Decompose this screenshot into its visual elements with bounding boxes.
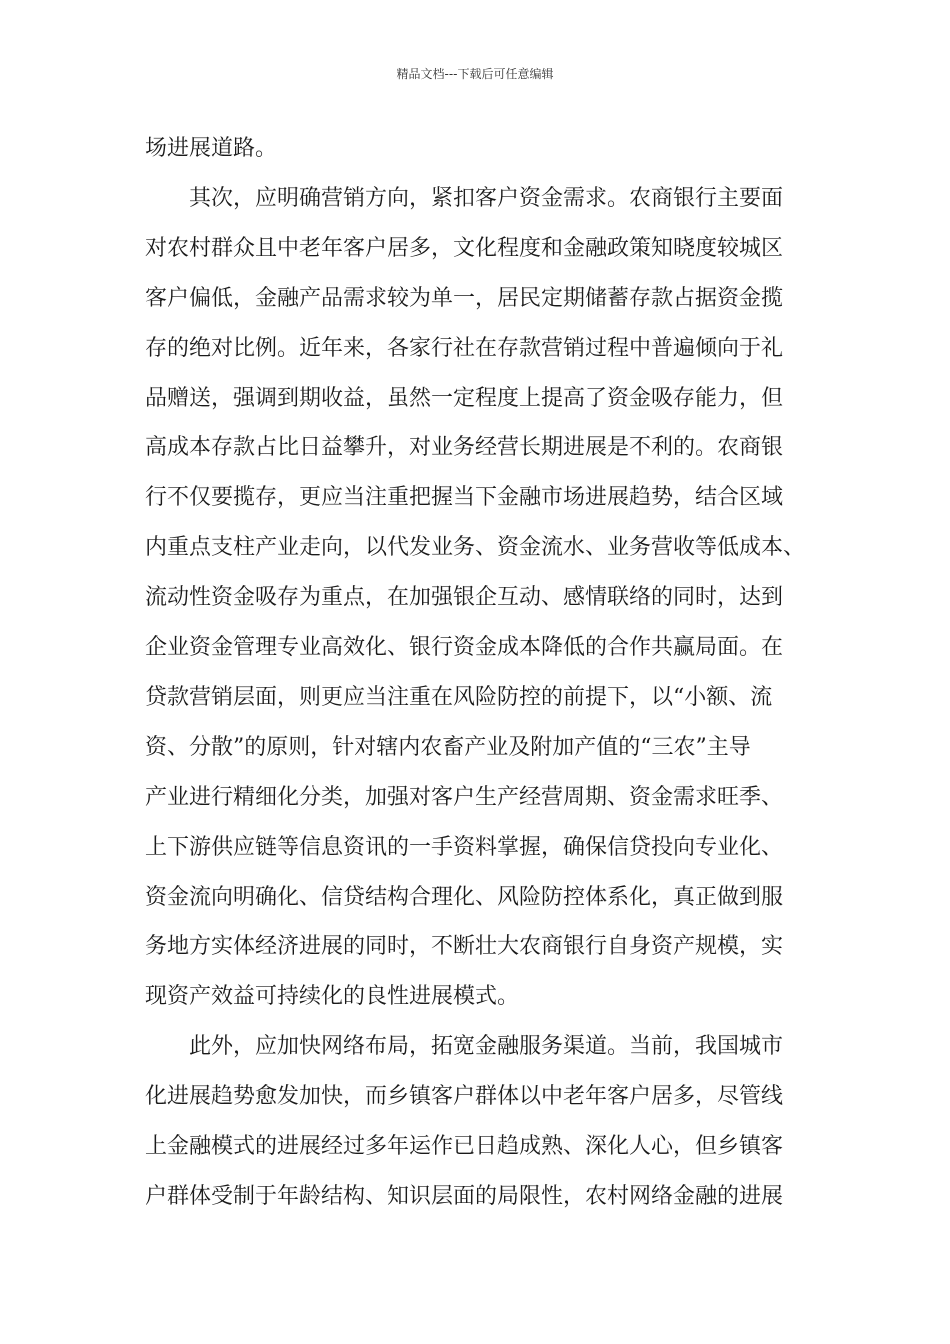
text-line: 高成本存款占比日益攀升，对业务经营长期进展是不利的。农商银 [145, 435, 784, 460]
page-header: 精品文档---下载后可任意编辑 [396, 67, 554, 81]
text-line: 上金融模式的进展经过多年运作已日趋成熟、深化人心，但乡镇客 [145, 1134, 784, 1159]
text-line: 存的绝对比例。近年来，各家行社在存款营销过程中普遍倾向于礼 [145, 336, 784, 361]
text-line: 化进展趋势愈发加快，而乡镇客户群体以中老年客户居多，尽管线 [145, 1084, 784, 1109]
text-line: 现资产效益可持续化的良性进展模式。 [145, 984, 520, 1009]
text-line: 其次，应明确营销方向，紧扣客户资金需求。农商银行主要面 [145, 186, 784, 211]
text-line: 上下游供应链等信息资讯的一手资料掌握，确保信贷投向专业化、 [145, 835, 784, 860]
text-line: 此外，应加快网络布局，拓宽金融服务渠道。当前，我国城市 [145, 1034, 784, 1059]
text-line: 户群体受制于年龄结构、知识层面的局限性，农村网络金融的进展 [145, 1184, 784, 1209]
text-line: 对农村群众且中老年客户居多，文化程度和金融政策知晓度较城区 [145, 236, 784, 261]
text-line: 贷款营销层面，则更应当注重在风险防控的前提下，以“小额、流 [145, 685, 773, 710]
text-line: 流动性资金吸存为重点，在加强银企互动、感情联络的同时，达到 [145, 585, 784, 610]
text-line: 资金流向明确化、信贷结构合理化、风险防控体系化，真正做到服 [145, 885, 784, 910]
text-line: 务地方实体经济进展的同时，不断壮大农商银行自身资产规模，实 [145, 934, 784, 959]
text-line: 行不仅要揽存，更应当注重把握当下金融市场进展趋势，结合区域 [145, 485, 784, 510]
text-line: 内重点支柱产业走向，以代发业务、资金流水、业务营收等低成本、 [145, 535, 806, 560]
text-line: 产业进行精细化分类，加强对客户生产经营周期、资金需求旺季、 [145, 785, 784, 810]
text-line: 企业资金管理专业高效化、银行资金成本降低的合作共赢局面。在 [145, 635, 784, 660]
text-line: 场进展道路。 [145, 136, 278, 161]
text-line: 品赠送，强调到期收益，虽然一定程度上提高了资金吸存能力，但 [145, 386, 784, 411]
text-line: 资、分散”的原则，针对辖内农畜产业及附加产值的“三农”主导 [145, 735, 751, 760]
text-line: 客户偏低，金融产品需求较为单一，居民定期储蓄存款占据资金揽 [145, 286, 784, 311]
